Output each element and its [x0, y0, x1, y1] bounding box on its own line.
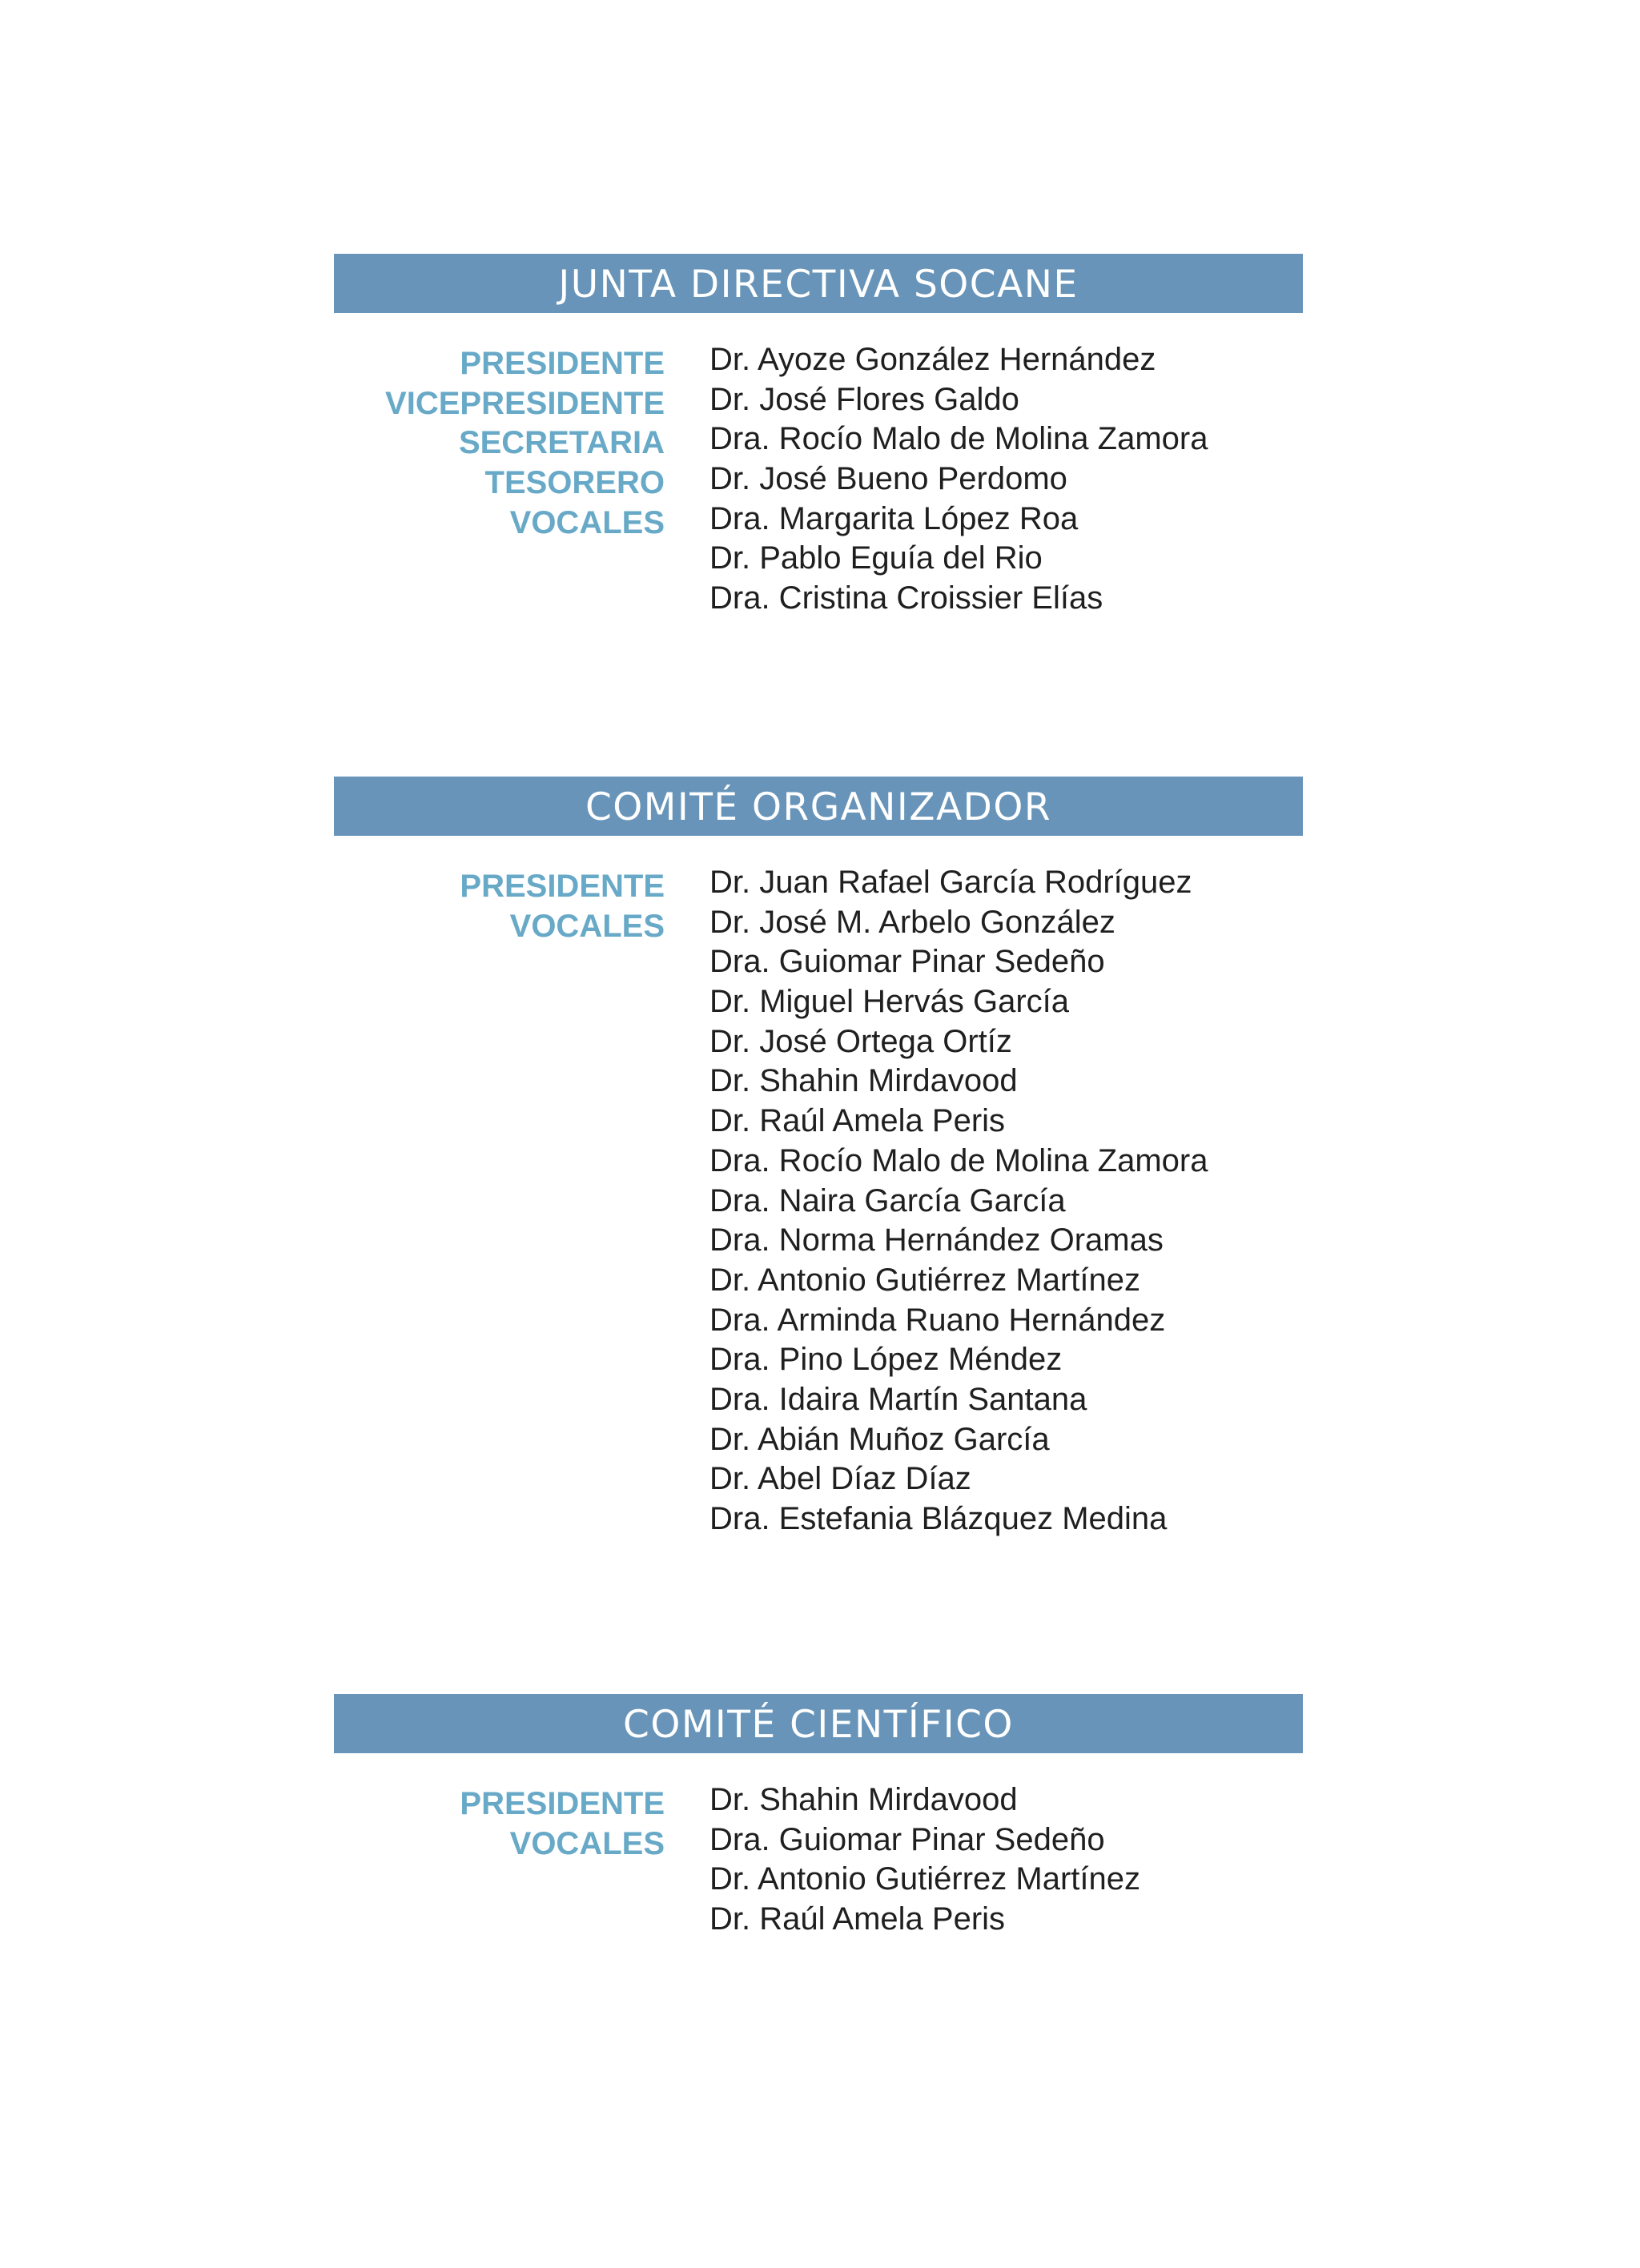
member-row [334, 579, 1303, 619]
member-name: Dr. José M. Arbelo González [709, 904, 1115, 940]
member-name: Dr. José Flores Galdo [709, 381, 1019, 417]
member-name: Dr. Juan Rafael García Rodríguez [709, 865, 1192, 900]
member-name: Dr. Antonio Gutiérrez Martínez [709, 1262, 1141, 1298]
member-list [334, 1780, 1303, 1940]
section-title: JUNTA DIRECTIVA SOCANE [334, 254, 1303, 313]
member-row [334, 1420, 1303, 1460]
member-name: Dra. Cristina Croissier Elías [709, 580, 1103, 616]
member-row [334, 942, 1303, 982]
member-list [334, 340, 1303, 619]
member-row [334, 1301, 1303, 1341]
role-label: PRESIDENTE [460, 1786, 665, 1821]
member-row [334, 1022, 1303, 1062]
member-row [334, 380, 1303, 420]
role-label: TESORERO [484, 465, 665, 501]
member-row [334, 1182, 1303, 1222]
section-junta-directiva [334, 254, 1303, 619]
member-name: Dr. Abián Muñoz García [709, 1421, 1050, 1457]
member-name: Dr. Pablo Eguía del Rio [709, 540, 1043, 576]
member-name: Dra. Guiomar Pinar Sedeño [709, 1821, 1105, 1857]
member-row [334, 1221, 1303, 1261]
member-row [334, 460, 1303, 500]
member-row [334, 539, 1303, 579]
member-row [334, 1340, 1303, 1380]
role-label: VOCALES [509, 908, 665, 944]
member-row [334, 903, 1303, 943]
role-label: VOCALES [509, 1825, 665, 1861]
role-label: VOCALES [509, 504, 665, 540]
member-name: Dr. Raúl Amela Peris [709, 1103, 1006, 1139]
member-row [334, 1380, 1303, 1420]
member-name: Dra. Pino López Méndez [709, 1342, 1063, 1378]
member-row [334, 1142, 1303, 1182]
member-row [334, 1062, 1303, 1102]
member-name: Dr. Shahin Mirdavood [709, 1782, 1018, 1817]
member-row [334, 340, 1303, 380]
member-row [334, 863, 1303, 903]
member-row [334, 1860, 1303, 1900]
section-comite-cientifico [334, 1694, 1303, 1940]
member-row [334, 1820, 1303, 1861]
section-title: COMITÉ ORGANIZADOR [334, 777, 1303, 836]
member-row [334, 1499, 1303, 1539]
member-row [334, 500, 1303, 540]
member-name: Dra. Rocío Malo de Molina Zamora [709, 421, 1208, 457]
member-name: Dra. Rocío Malo de Molina Zamora [709, 1142, 1208, 1178]
member-list [334, 863, 1303, 1539]
role-label: SECRETARIA [458, 425, 665, 461]
member-name: Dr. Shahin Mirdavood [709, 1063, 1018, 1099]
member-name: Dra. Arminda Ruano Hernández [709, 1302, 1166, 1338]
member-row [334, 1459, 1303, 1499]
member-name: Dr. Miguel Hervás García [709, 984, 1070, 1020]
member-row [334, 982, 1303, 1022]
member-name: Dr. Antonio Gutiérrez Martínez [709, 1861, 1141, 1897]
section-comite-organizador [334, 777, 1303, 1539]
member-name: Dr. Ayoze González Hernández [709, 342, 1156, 377]
member-row [334, 1102, 1303, 1142]
role-label: PRESIDENTE [460, 869, 665, 904]
member-row [334, 1780, 1303, 1820]
member-name: Dra. Norma Hernández Oramas [709, 1222, 1164, 1258]
member-name: Dra. Idaira Martín Santana [709, 1381, 1087, 1417]
member-name: Dr. José Bueno Perdomo [709, 461, 1067, 497]
section-title: COMITÉ CIENTÍFICO [334, 1694, 1303, 1753]
member-name: Dra. Guiomar Pinar Sedeño [709, 944, 1105, 980]
member-name: Dra. Naira García García [709, 1182, 1066, 1218]
member-row [334, 419, 1303, 460]
member-row [334, 1261, 1303, 1301]
member-name: Dr. José Ortega Ortíz [709, 1023, 1012, 1059]
role-label: PRESIDENTE [460, 346, 665, 381]
member-name: Dra. Margarita López Roa [709, 500, 1079, 536]
member-name: Dr. Abel Díaz Díaz [709, 1461, 971, 1497]
member-name: Dr. Raúl Amela Peris [709, 1901, 1006, 1937]
member-name: Dra. Estefania Blázquez Medina [709, 1501, 1168, 1536]
member-row [334, 1900, 1303, 1940]
role-label: VICEPRESIDENTE [385, 385, 665, 421]
